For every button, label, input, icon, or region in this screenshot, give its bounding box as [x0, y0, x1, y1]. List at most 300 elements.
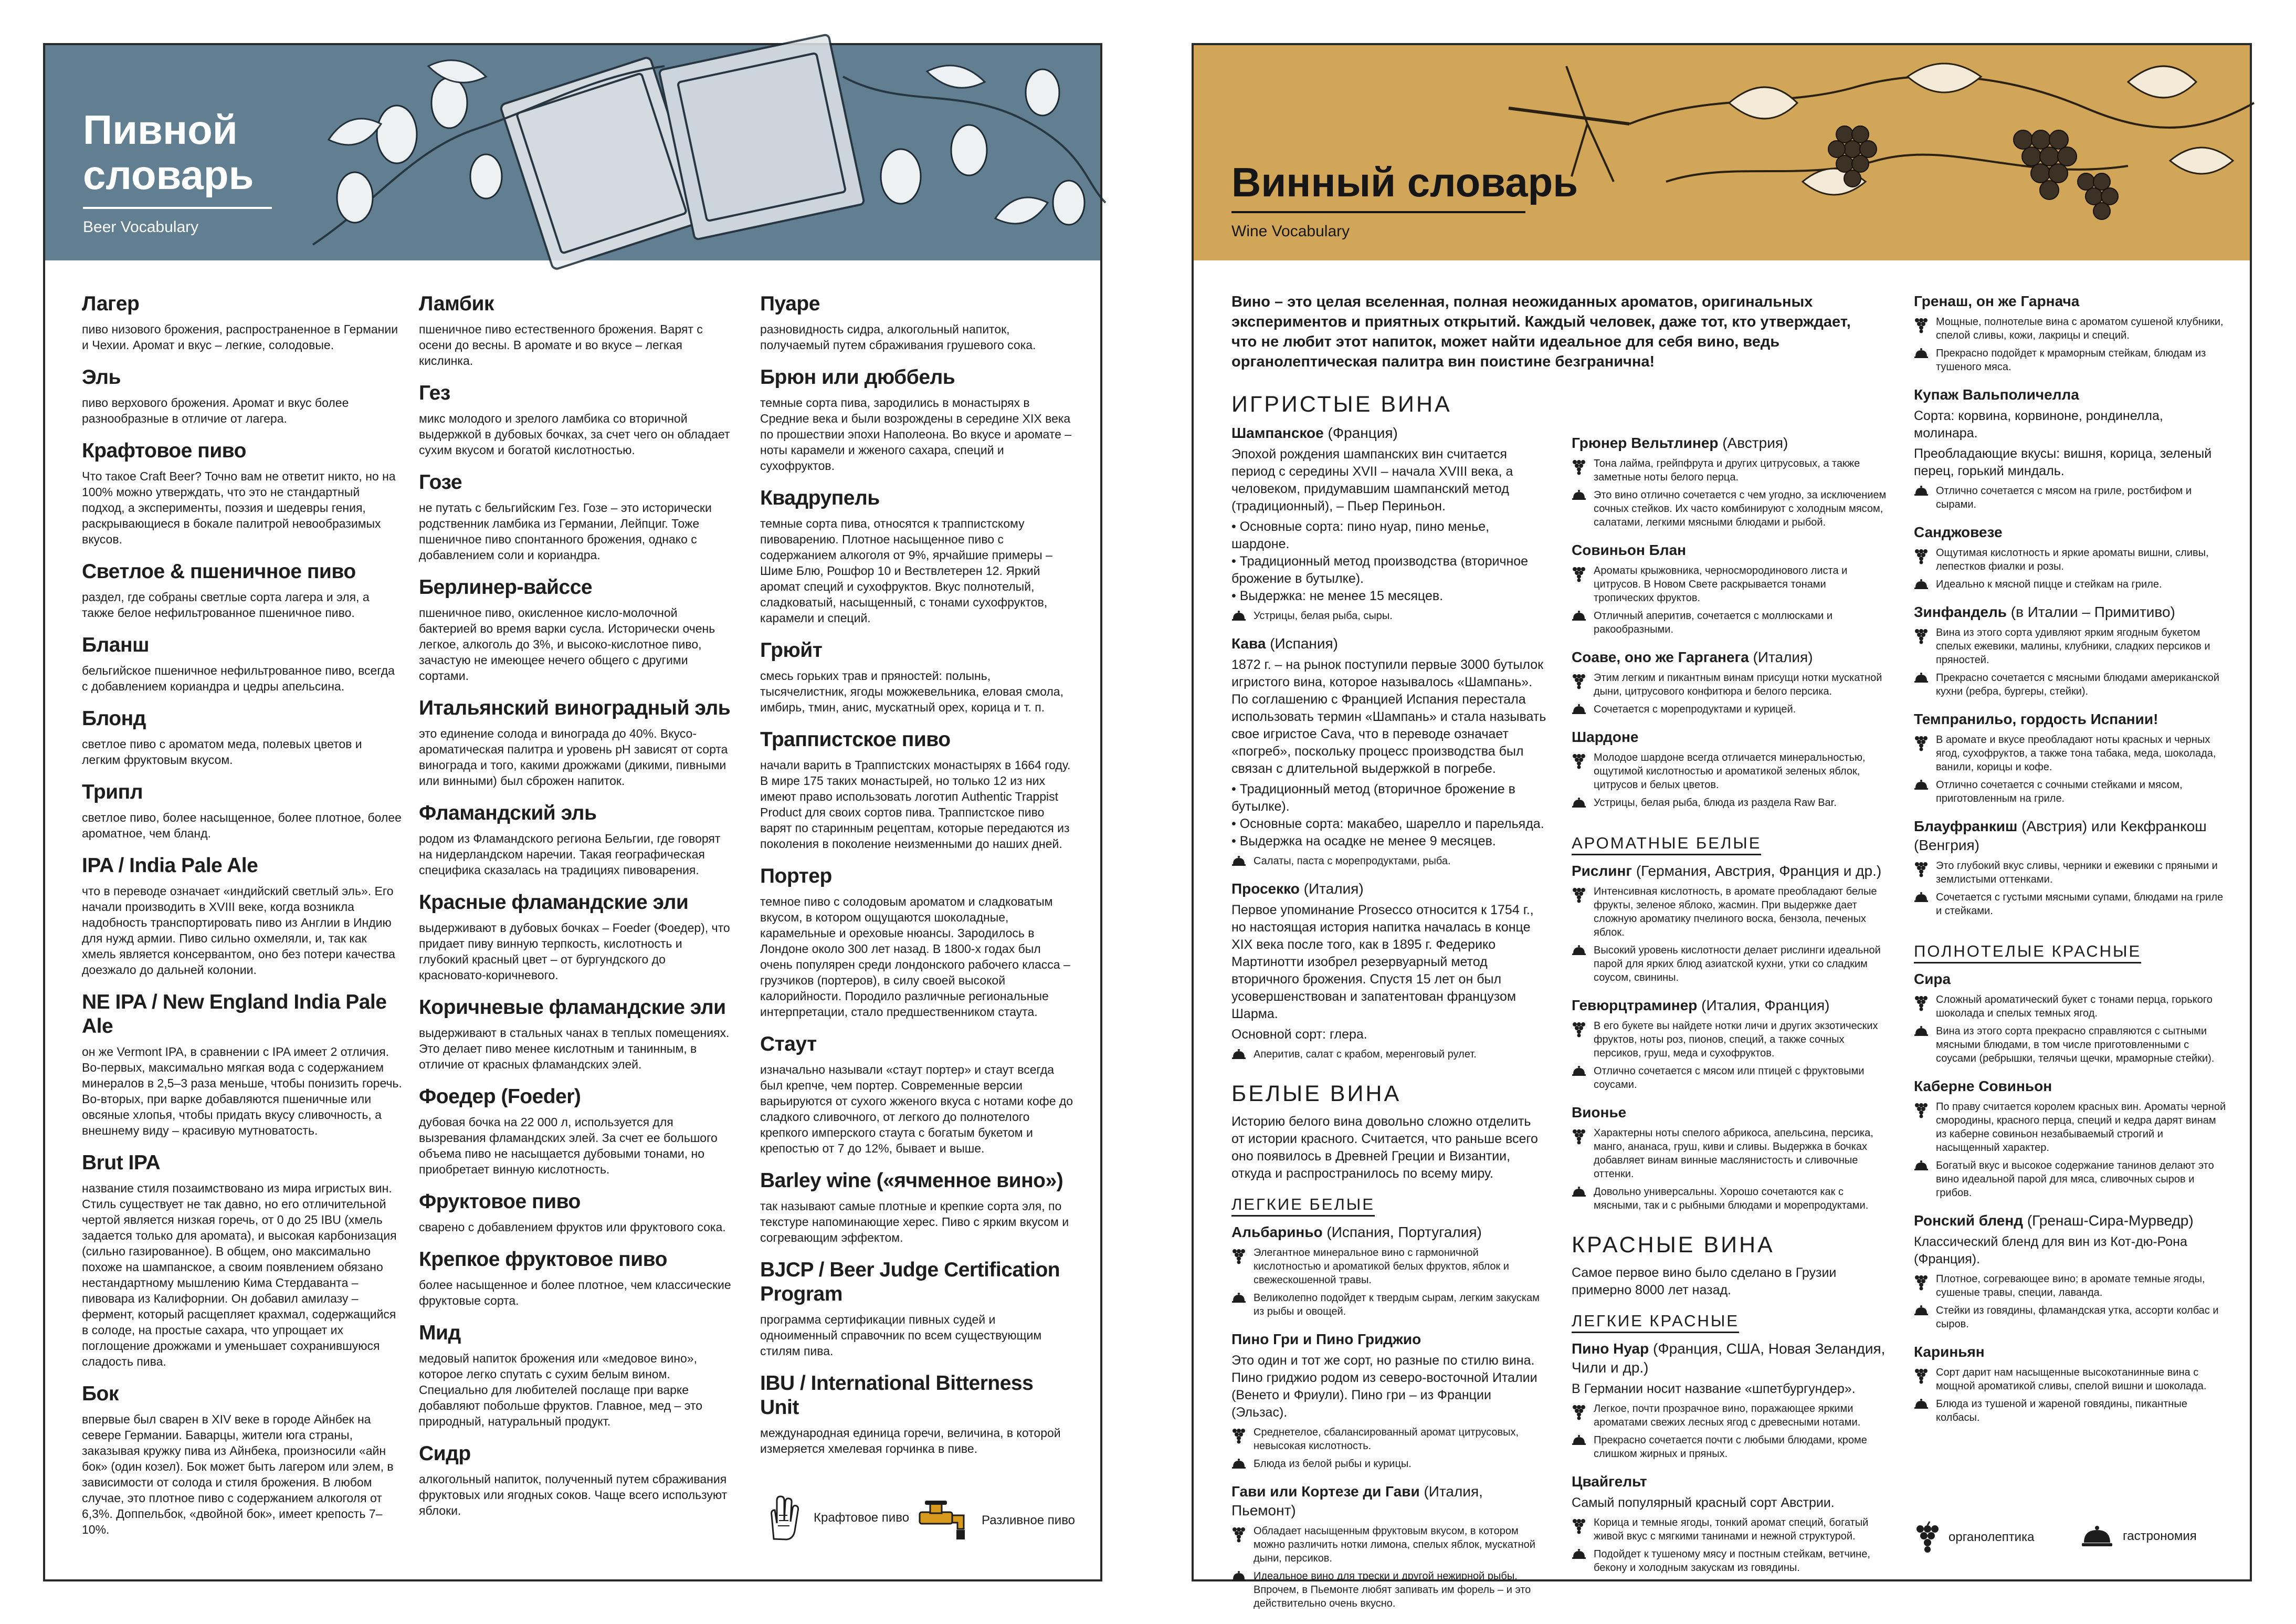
- beer-term: Портер: [760, 865, 832, 887]
- beer-term-entry: [82, 707, 402, 768]
- white-intro: Историю белого вина довольно сложно отделить от истории красного. Считается, что раньше всего оно появилось в Древней Греции и Византии, откуда и распространилось по всему миру.: [1231, 1114, 1538, 1181]
- gastronomy-note: [1914, 1159, 2229, 1200]
- beer-title: [83, 107, 282, 197]
- gastronomy-note: [1914, 484, 2229, 511]
- wine-facts: [1231, 781, 1546, 850]
- beer-term-entry: [419, 996, 734, 1072]
- cloche-icon: [1572, 489, 1586, 501]
- beer-term-entry: [419, 292, 734, 369]
- beer-definition: бельгийское пшеничное нефильтрованное пиво, всегда с добавлением кориандра и цедры апельсина.: [82, 664, 395, 693]
- pairing-text: Великолепно подойдет к твердым сырам, легким закускам из рыбы и овощей.: [1254, 1292, 1540, 1317]
- cloche-icon: [1231, 1570, 1246, 1582]
- wine-variety: Кава: [1231, 635, 1266, 652]
- wine-fact: • Основные сорта: пино нуар, пино менье, шардоне.: [1231, 518, 1546, 553]
- organoleptic-note: [1914, 546, 2229, 573]
- wine-entry: [1572, 434, 1887, 529]
- pairing-text: Салаты, паста с морепродуктами, рыба.: [1254, 855, 1451, 867]
- organoleptic-note: [1914, 1100, 2229, 1155]
- organoleptic-note: [1572, 1019, 1887, 1060]
- subsection-full-red: ПОЛНОТЕЛЫЕ КРАСНЫЕ: [1914, 942, 2141, 963]
- beer-term: Красные фламандские эли: [419, 891, 689, 914]
- wine-description-2: Преобладающие вкусы: вишня, корица, зеленый перец, горький миндаль.: [1914, 446, 2212, 478]
- beer-term: Сидр: [419, 1442, 471, 1465]
- gastronomy-note: [1914, 778, 2229, 805]
- grape-icon: [1914, 627, 1929, 645]
- beer-term-entry: [419, 1321, 734, 1429]
- wine-subtitle: Wine Vocabulary: [1231, 223, 1350, 240]
- beer-term: Стаут: [760, 1033, 817, 1055]
- wine-variety: Гави или Кортезе ди Гави: [1231, 1483, 1420, 1500]
- grape-icon: [1572, 1020, 1586, 1038]
- beer-term: Крепкое фруктовое пиво: [419, 1248, 667, 1271]
- beer-definition: темные сорта пива, относятся к траппистскому пивоварению. Плотное насыщенное пиво с содержанием алкоголя от 9%, ярчайшие примеры – Шиме Блю, Рошфор 10 и Вествлетерен 12. Яркий аромат специй и сухофруктов. Вкус полнотелый, сладковатый, насыщенный, с тонами сухофруктов, карамели и специй.: [760, 517, 1052, 625]
- beer-subtitle: Beer Vocabulary: [83, 218, 199, 236]
- grape-icon: [1572, 458, 1586, 476]
- wine-name: [1572, 541, 1887, 560]
- grape-icon: [1914, 860, 1929, 878]
- organoleptic-note: [1572, 885, 1887, 939]
- gastronomy-note: [1914, 1304, 2229, 1331]
- taste-text: Это глубокий вкус сливы, черники и ежевики с пряными и землистыми оттенками.: [1936, 860, 2218, 885]
- beer-term: Brut IPA: [82, 1151, 161, 1174]
- beer-banner: [45, 45, 1100, 260]
- wine-entry: [1572, 541, 1887, 636]
- wine-name: [1231, 1330, 1546, 1349]
- organoleptic-note: [1231, 1524, 1546, 1565]
- pairing-text: Подойдет к тушеному мясу и постным стейкам, ветчине, бекону и холодным закускам из говядины.: [1594, 1548, 1870, 1574]
- wine-legend-organoleptic: [1914, 1521, 2034, 1554]
- wine-variety: Пино Нуар: [1572, 1340, 1649, 1357]
- wine-variety: Сира: [1914, 971, 1951, 987]
- gastronomy-note: [1572, 609, 1887, 636]
- beer-term: Траппистское пиво: [760, 728, 951, 751]
- section-heading-white: БЕЛЫЕ ВИНА: [1231, 1081, 1402, 1106]
- grape-icon: [1572, 672, 1586, 690]
- taste-text: Характерны ноты спелого абрикоса, апельсина, персика, манго, ананаса, груш, киви и сливы. Выдержка в бочках добавляет винам винные маслянистость и сливочные оттенки.: [1594, 1127, 1873, 1180]
- organoleptic-note: [1914, 733, 2229, 774]
- beer-term-entry: [760, 365, 1075, 474]
- grape-icon: [1572, 752, 1586, 770]
- wine-name: [1914, 603, 2229, 622]
- wine-name: [1231, 1482, 1546, 1520]
- wine-description: Первое упоминание Prosecco относится к 1754 г., но настоящая история напитка началась в конце XIX века после того, как в 1895 г. Федерико Мартинотти изобрел резервуарный метод вторичного брожения. Спустя 15 лет он был усовершенствован и запатентован французом Шарма.: [1231, 903, 1534, 1021]
- wine-origin: (в Италии – Примитиво): [2010, 604, 2175, 620]
- wine-name: [1231, 1223, 1546, 1242]
- wine-facts: [1231, 518, 1546, 605]
- beer-term: Светлое & пшеничное пиво: [82, 560, 356, 583]
- grape-icon: [1914, 994, 1929, 1012]
- gastronomy-note: [1572, 944, 1887, 984]
- cloche-icon: [1914, 579, 1929, 590]
- beer-definition: пшеничное пиво, окисленное кисло-молочной бактерией во время варки сусла. Исторически очень легкое, алкоголь до 3%, и высоко-кислотное пиво, зачастую не имеющее нечего общего с другими сортами.: [419, 606, 715, 683]
- beer-term: Ламбик: [419, 292, 494, 315]
- wine-variety: Совиньон Блан: [1572, 542, 1687, 558]
- wine-name: [1914, 710, 2229, 729]
- pairing-text: Устрицы, белая рыба, блюда из раздела Raw Bar.: [1594, 797, 1837, 809]
- cloche-icon: [1914, 892, 1929, 903]
- cloche-icon: [1572, 1548, 1586, 1560]
- beer-definition: так называют самые плотные и крепкие сорта эля, по текстуре напоминающие херес. Пиво с ярким вкусом и согревающим эффектом.: [760, 1199, 1069, 1244]
- beer-term: Крафтовое пиво: [82, 439, 246, 462]
- wine-entry: [1914, 970, 2229, 1065]
- wine-description: В Германии носит название «шпетбургундер».: [1572, 1381, 1856, 1396]
- cloche-icon: [1572, 1434, 1586, 1446]
- wine-description: 1872 г. – на рынок поступили первые 3000 бутылок игристого вина, которое называлось «Шампань». По соглашению с Францией Испания перестала использовать термин «Шампань» и стала называть свое игристое Cava, что в переводе означает «погреб», поскольку процесс производства был связан с длительной выдержкой в погребе.: [1231, 657, 1546, 776]
- wine-title: Винный словарь: [1231, 159, 1578, 205]
- cloche-icon: [1572, 797, 1586, 809]
- wine-name: [1914, 1211, 2229, 1230]
- cloche-icon: [1231, 1458, 1246, 1470]
- beer-term-entry: [82, 560, 402, 621]
- wine-origin: (Гренаш-Сира-Мурведр): [2027, 1212, 2194, 1229]
- pairing-text: Прекрасно сочетается почти с любыми блюдами, кроме слишком жирных и пряных.: [1594, 1434, 1867, 1460]
- section-heading-sparkling: ИГРИСТЫЕ ВИНА: [1231, 392, 1452, 417]
- pairing-text: Устрицы, белая рыба, сыры.: [1254, 610, 1393, 622]
- beer-definition: выдерживают в дубовых бочках – Foeder (Фоедер), что придает пиву винную терпкость, кислотность и глубокий красный цвет – от бургундского до красновато-коричневого.: [419, 921, 730, 982]
- beer-legend-draft: [917, 1500, 1075, 1542]
- wine-name: [1914, 970, 2229, 989]
- gastronomy-note: [1572, 1433, 1887, 1461]
- taste-text: Плотное, согревающее вино; в аромате темные ягоды, сушеные травы, специи, лаванда.: [1936, 1273, 2205, 1298]
- wine-entry: [1572, 1103, 1887, 1212]
- craft-hand-icon: [764, 1494, 801, 1542]
- beer-term-entry: [419, 801, 734, 878]
- beer-term-entry: [419, 575, 734, 684]
- grape-icon: [1914, 316, 1929, 334]
- wine-origin: (Германия, Австрия, Франция и др.): [1636, 863, 1882, 879]
- wine-variety: Зинфандель: [1914, 604, 2007, 620]
- pairing-text: Блюда из тушеной и жареной говядины, пикантные колбасы.: [1936, 1398, 2187, 1423]
- beer-term-entry: [419, 470, 734, 563]
- beer-definition: разновидность сидра, алкогольный напиток, получаемый путем сбраживания грушевого сока.: [760, 322, 1036, 352]
- beer-title-line2: словарь: [83, 152, 254, 198]
- wine-description: Сорта: корвина, корвиноне, рондинелла, молинара.: [1914, 408, 2163, 441]
- beer-term: Бок: [82, 1382, 119, 1405]
- pairing-text: Довольно универсальны. Хорошо сочетаются как с мясными, так и с рыбными блюдами и морепродуктами.: [1594, 1186, 1869, 1211]
- taste-text: Тона лайма, грейпфрута и других цитрусовых, а также заметные ноты белого перца.: [1594, 458, 1860, 483]
- beer-term: Коричневые фламандские эли: [419, 996, 726, 1019]
- wine-variety: Соаве, оно же Гарганега: [1572, 649, 1749, 665]
- pairing-text: Отлично сочетается с сочными стейками и мясом, приготовленным на гриле.: [1936, 779, 2183, 804]
- gastronomy-note: [1914, 890, 2229, 918]
- beer-column-1: [82, 292, 402, 1550]
- beer-term: Блонд: [82, 707, 146, 730]
- cloche-icon: [1914, 779, 1929, 791]
- beer-term-entry: [82, 780, 402, 841]
- cloche-icon: [1572, 704, 1586, 715]
- cloche-icon: [1572, 945, 1586, 956]
- pairing-text: Аперитив, салат с крабом, меренговый рулет.: [1254, 1049, 1477, 1060]
- organoleptic-note: [1914, 1366, 2229, 1393]
- cloche-icon: [1914, 672, 1929, 684]
- taste-text: Обладает насыщенным фруктовым вкусом, в котором можно различить нотки лимона, спелых яблок, мускатной дыни, персиков.: [1254, 1525, 1535, 1564]
- beer-definition: светлое пиво с ароматом меда, полевых цветов и легким фруктовым вкусом.: [82, 737, 362, 767]
- beer-definition: смесь горьких трав и пряностей: полынь, тысячелистник, ягоды можжевельника, еловая смола, имбирь, тмин, анис, мускатный орех, корица и т. п.: [760, 669, 1063, 714]
- cloche-icon: [1231, 610, 1246, 622]
- wine-intro: Вино – это целая вселенная, полная неожиданных ароматов, оригинальных экспериментов и приятных открытий. Каждый человек, даже тот, кто утверждает, что не любит этот напиток, может найти идеальное для себя вино, ведь органолептическая палитра вин поистине безгранична!: [1231, 294, 1851, 370]
- grape-icon: [1914, 547, 1929, 565]
- wine-variety: Вионье: [1572, 1104, 1627, 1120]
- gastronomy-note: [1231, 1291, 1546, 1318]
- wine-entry: [1914, 817, 2229, 918]
- wine-name: [1572, 728, 1887, 747]
- beer-term-entry: [419, 381, 734, 458]
- legend-craft-label: Крафтовое пиво: [814, 1511, 910, 1525]
- gastronomy-note: [1231, 1569, 1546, 1610]
- beer-term: Берлинер-вайссе: [419, 576, 593, 599]
- hops-and-book-illustration: [297, 45, 1105, 260]
- wine-variety: Шампанское: [1231, 425, 1324, 441]
- grape-icon: [1572, 1517, 1586, 1535]
- beer-term-entry: [760, 1032, 1075, 1156]
- wine-variety: Грюнер Вельтлинер: [1572, 435, 1719, 451]
- cloche-icon: [1914, 348, 1929, 359]
- wine-variety: Альбариньо: [1231, 1224, 1323, 1240]
- pairing-text: Высокий уровень кислотности делает рислинги идеальной парой для ярких блюд азиатской кухни, утки со сладким соусом, свинины.: [1594, 945, 1881, 983]
- beer-term: Эль: [82, 366, 121, 389]
- wine-entry: [1572, 996, 1887, 1092]
- pairing-text: Богатый вкус и высокое содержание танинов делают это вино идеальной парой для мяса, сливочных сыров и грибов.: [1936, 1160, 2214, 1199]
- wine-description: Эпохой рождения шампанских вин считается период с середины XVII – начала XVIII века, а человеком, придумавшим шампанский метод (традиционный), – Пьер Периньон.: [1231, 447, 1513, 514]
- beer-term-entry: [419, 1442, 734, 1518]
- organoleptic-note: [1572, 751, 1887, 792]
- taste-text: Корица и темные ягоды, тонкий аромат специй, богатый живой вкус с мягкими танинами и нежной структурой.: [1594, 1517, 1869, 1542]
- beer-term-entry: [419, 1190, 734, 1235]
- taste-text: Легкое, почти прозрачное вино, поражающее яркими ароматами свежих лесных ягод с древесными нотами.: [1594, 1403, 1861, 1428]
- beer-term: Итальянский виноградный эль: [419, 697, 731, 719]
- pairing-text: Стейки из говядины, фламандская утка, ассорти колбас и сыров.: [1936, 1305, 2219, 1330]
- gastronomy-note: [1572, 1185, 1887, 1212]
- beer-term-entry: [760, 1258, 1075, 1359]
- beer-term: Гозе: [419, 471, 462, 494]
- beer-title-line1: Пивной: [83, 107, 238, 153]
- taste-text: По праву считается королем красных вин. Ароматы черной смородины, красного перца, специй и кедра дарят винам из каберне совиньон незабываемый строгий и насыщенный характер.: [1936, 1101, 2226, 1154]
- wine-variety: Гевюрцтраминер: [1572, 997, 1698, 1013]
- beer-definition: название стиля позаимствовано из мира игристых вин. Стиль существует не так давно, но его отличительной чертой является низкая горечь, от 0 до 25 IBU (хмель задается только для аромата), и высокая карбонизация (сильно газированное). В общем, оно максимально похоже на шампанское, а своим появлением обязано нестандартному мышлению Кима Стердаванта – пивовара из Калифорнии. Он добавил амилазу – фермент, который расщепляет крахмал, содержащийся в солоде, на простые сахара, что упрощает их поглощение дрожжами и уменьшает сохранившуюся сладость пива.: [82, 1181, 397, 1368]
- taste-text: В его букете вы найдете нотки личи и других экзотических фруктов, ноты роз, пионов, специй, а также сочных персиков, груш, меда и сухофруктов.: [1594, 1020, 1878, 1059]
- wine-description: Это один и тот же сорт, но разные по стилю вина. Пино гриджио родом из северо-восточной Италии (Венето и Фриули). Пино гри – из Франции (Эльзас).: [1231, 1353, 1537, 1420]
- beer-term-entry: [82, 439, 402, 547]
- taste-text: Этим легким и пикантным винам присущи нотки мускатной дыни, цитрусового конфитюра и белого персика.: [1594, 672, 1882, 697]
- organoleptic-note: [1914, 315, 2229, 342]
- taste-text: Сорт дарит нам насыщенные высокотанинные вина с мощной ароматикой сливы, спелой вишни и шоколада.: [1936, 1367, 2207, 1392]
- wine-name: [1572, 996, 1887, 1015]
- wine-name: [1231, 424, 1546, 443]
- organoleptic-note: [1572, 1516, 1887, 1543]
- beer-definition: темное пиво с солодовым ароматом и сладковатым вкусом, в котором ощущаются шоколадные, карамельные и ореховые нюансы. Зародилось в Лондоне около 300 лет назад. В 1800-х годах был очень популярен среди лондонского рабочего класса – грузчиков (портеров), в силу своей высокой калорийности. Породило различные региональные интерпретации, стало предшественником стаута.: [760, 895, 1070, 1019]
- pairing-text: Прекрасно подойдет к мраморным стейкам, блюдам из тушеного мяса.: [1936, 348, 2206, 373]
- beer-title-rule: [83, 207, 272, 209]
- wine-variety: Шардоне: [1572, 729, 1639, 745]
- beer-term: Квадрупель: [760, 487, 880, 509]
- taste-text: Сложный ароматический букет с тонами перца, горького шоколада и спелых темных ягод.: [1936, 994, 2213, 1019]
- wine-variety: Пино Гри и Пино Гриджио: [1231, 1331, 1421, 1347]
- beer-vocabulary-page: [43, 43, 1102, 1581]
- wine-name: [1572, 1472, 1887, 1491]
- cloche-icon: [1572, 610, 1586, 622]
- organoleptic-note: [1914, 626, 2229, 667]
- wine-name: [1914, 1343, 2229, 1361]
- wine-name: [1572, 434, 1887, 453]
- beer-term: Фламандский эль: [419, 802, 597, 824]
- beer-definition: что в переводе означает «индийский светлый эль». Его начали производить в XVIII веке, когда возникла надобность транспортировать пиво из Англии в Индию для нужд армии. Пиво сильно охмеляли, и, так как хмель является консервантом, оно без потери качества доезжало до дальней колонии.: [82, 884, 395, 977]
- beer-definition: начали варить в Траппистских монастырях в 1664 году. В мире 175 таких монастырей, но только 12 из них имеют право использовать логотип Authentic Trappist Product для своих сортов пива. Траппистское пиво варят по старинным рецептам, которые передаются из поколения в поколение неизменными до наших дней.: [760, 758, 1071, 851]
- subsection-light-white: ЛЕГКИЕ БЕЛЫЕ: [1231, 1195, 1375, 1217]
- taste-text: Мощные, полнотелые вина с ароматом сушеной клубники, спелой сливы, кожи, лакрицы и специй.: [1936, 316, 2224, 341]
- organoleptic-note: [1914, 859, 2229, 886]
- cloche-icon: [1914, 1025, 1929, 1037]
- beer-term-entry: [760, 728, 1075, 852]
- grape-icon: [1572, 1127, 1586, 1145]
- beer-legend-craft: [764, 1494, 909, 1542]
- beer-definition: раздел, где собраны светлые сорта лагера и эля, а также белое нефильтрованное пшеничное пиво.: [82, 590, 370, 620]
- beer-definition: более насыщенное и более плотное, чем классические фруктовые сорта.: [419, 1278, 731, 1307]
- gastronomy-note: [1914, 578, 2229, 591]
- beer-term: Фоедер (Foeder): [419, 1085, 581, 1108]
- wine-fact: • Выдержка: не менее 15 месяцев.: [1231, 588, 1546, 605]
- wine-origin: (Испания): [1270, 635, 1338, 652]
- wine-variety: Кариньян: [1914, 1344, 1985, 1360]
- organoleptic-note: [1572, 564, 1887, 605]
- beer-term-entry: [419, 1085, 734, 1177]
- gastronomy-note: [1231, 1047, 1546, 1061]
- beer-term-entry: [419, 890, 734, 983]
- wine-variety: Блауфранкиш: [1914, 818, 2018, 834]
- beer-term: Фруктовое пиво: [419, 1190, 581, 1213]
- wine-entry: [1231, 424, 1546, 623]
- beer-term-entry: [760, 486, 1075, 626]
- wine-fact: • Традиционный метод (вторичное брожение в бутылке).: [1231, 781, 1546, 815]
- taste-text: Молодое шардоне всегда отличается минеральностью, ощутимой кислотностью и ароматикой зеленых яблок, цитрусов и белых цветов.: [1594, 752, 1866, 791]
- cloche-icon: [1572, 1065, 1586, 1077]
- wine-name: [1572, 1339, 1887, 1377]
- organoleptic-note: [1231, 1426, 1546, 1453]
- grape-icon: [1572, 886, 1586, 904]
- wine-variety: Купаж Вальполичелла: [1914, 386, 2079, 403]
- grape-icon: [1914, 734, 1929, 752]
- wine-vocabulary-page: [1192, 43, 2252, 1609]
- organoleptic-note: [1572, 671, 1887, 698]
- wine-name: [1231, 879, 1546, 898]
- beer-term-entry: [760, 864, 1075, 1020]
- wine-origin: (Франция): [1328, 425, 1398, 441]
- taste-text: Интенсивная кислотность, в аромате преобладают белые фрукты, зеленое яблоко, жасмин. При выдержке дает сложную ароматику пчелиного воска, бензола, печеных яблок.: [1594, 886, 1877, 938]
- draft-tap-icon: [917, 1500, 969, 1542]
- wine-name: [1572, 1103, 1887, 1122]
- wine-origin: (Италия): [1303, 881, 1364, 897]
- wine-name: [1231, 634, 1546, 653]
- pairing-text: Отличный аперитив, сочетается с моллюсками и ракообразными.: [1594, 610, 1833, 635]
- organoleptic-note: [1914, 993, 2229, 1020]
- wine-entry: [1231, 1482, 1546, 1610]
- cloche-icon: [2081, 1525, 2113, 1548]
- taste-text: Элегантное минеральное вино с гармоничной кислотностью и ароматикой белых фруктов, яблок и свежескошенной травы.: [1254, 1247, 1509, 1286]
- wine-entry: [1914, 1077, 2229, 1200]
- beer-definition: пиво верхового брожения. Аромат и вкус более разнообразные в отличие от лагера.: [82, 396, 349, 425]
- organoleptic-note: [1572, 457, 1887, 484]
- beer-term: Barley wine («ячменное вино»): [760, 1169, 1063, 1192]
- wine-column-2: [1572, 434, 1887, 1586]
- cloche-icon: [1572, 1186, 1586, 1198]
- wine-banner: [1194, 45, 2250, 260]
- beer-term: Пуаре: [760, 292, 820, 315]
- wine-entry: [1914, 710, 2229, 805]
- pairing-text: Прекрасно сочетается с мясными блюдами американской кухни (ребра, бургеры, стейки).: [1936, 672, 2219, 697]
- beer-definition: сварено с добавлением фруктов или фруктового сока.: [419, 1220, 726, 1234]
- beer-term-entry: [760, 638, 1075, 715]
- wine-variety: Санджовезе: [1914, 524, 2003, 540]
- gastronomy-note: [1231, 1457, 1546, 1471]
- beer-definition: Что такое Craft Beer? Точно вам не ответит никто, но на 100% можно утверждать, что это не стандартный подход, а эксперименты, поэзия и шедевры гения, раскрывающиеся в бокале палитрой невообразимых вкусов.: [82, 469, 396, 546]
- gastronomy-note: [1572, 488, 1887, 529]
- legend-gastronomy-label: гастрономия: [2123, 1529, 2197, 1543]
- wine-variety: Цвайгельт: [1572, 1473, 1647, 1490]
- pairing-text: Отлично сочетается с мясом или птицей с фруктовыми соусами.: [1594, 1065, 1865, 1091]
- cloche-icon: [1231, 1049, 1246, 1060]
- wine-legend-gastronomy: [2081, 1525, 2197, 1548]
- beer-term: Трипл: [82, 781, 143, 803]
- wine-entry: [1572, 862, 1887, 984]
- gastronomy-note: [1572, 703, 1887, 716]
- pairing-text: Это вино отлично сочетается с чем угодно, за исключением сочных стейков. Их часто комбинируют с холодным мясом, салатами, легкими мясными блюдами и рыбой.: [1594, 489, 1887, 528]
- beer-definition: алкогольный напиток, полученный путем сбраживания фруктовых или ягодных соков. Чаще всего используют яблоки.: [419, 1472, 728, 1517]
- pairing-text: Отлично сочетается с мясом на гриле, ростбифом и сырами.: [1936, 485, 2192, 510]
- beer-term: Брюн или дюббель: [760, 366, 955, 389]
- beer-term: IPA / India Pale Ale: [82, 854, 258, 877]
- wine-entry: [1572, 728, 1887, 810]
- wine-entry: [1572, 648, 1887, 716]
- beer-term-entry: [82, 633, 402, 694]
- gastronomy-note: [1572, 1547, 1887, 1575]
- wine-fact: • Традиционный метод производства (вторичное брожение в бутылке).: [1231, 553, 1546, 588]
- beer-term-entry: [760, 1169, 1075, 1245]
- beer-definition: это единение солода и винограда до 40%. Вкусо-ароматическая палитра и уровень pH зависят от сорта винограда и того, какими дрожжами (дикими, пивными или винными) был сброжен напиток.: [419, 727, 728, 788]
- pairing-text: Сочетается с морепродуктами и курицей.: [1594, 704, 1796, 715]
- beer-term-entry: [82, 292, 402, 353]
- wine-name: [1914, 523, 2229, 542]
- organoleptic-note: [1914, 1272, 2229, 1300]
- wine-name: [1914, 817, 2229, 855]
- wine-description: Классический бленд для вин из Кот-дю-Рона (Франция).: [1914, 1234, 2187, 1266]
- taste-text: Вина из этого сорта удивляют ярким ягодным букетом спелых ежевики, малины, клубники, сладких персиков и пряностей.: [1936, 627, 2210, 666]
- legend-organoleptic-label: органолептика: [1949, 1530, 2035, 1544]
- subsection-aromatic-white: АРОМАТНЫЕ БЕЛЫЕ: [1572, 834, 1761, 855]
- beer-term: NE IPA / New England India Pale Ale: [82, 991, 387, 1038]
- organoleptic-note: [1231, 1246, 1546, 1287]
- beer-definition: он же Vermont IPA, в сравнении с IPA имеет 2 отличия. Во-первых, максимально мягкая вода с содержанием минералов в 2,5–3 раза меньше, чтобы понизить горечь. Во-вторых, при варке добавляются пшеничные или овсяные хлопья, чтобы придать вкусу сливочность, а внешнему виду – красивую мутноватость.: [82, 1045, 402, 1137]
- grape-icon: [1231, 1427, 1246, 1444]
- beer-term-entry: [82, 365, 402, 426]
- wine-variety: Ронский бленд: [1914, 1212, 2024, 1229]
- wine-entry: [1914, 523, 2229, 591]
- section-heading-red: КРАСНЫЕ ВИНА: [1572, 1232, 1775, 1258]
- wine-origin: (Италия, Пьемонт): [1231, 1483, 1483, 1518]
- beer-term: Бланш: [82, 634, 150, 656]
- grape-icon: [1572, 565, 1586, 583]
- beer-definition: программа сертификации пивных судей и одноименный справочник по всем существующим стилям пива.: [760, 1313, 1042, 1358]
- wine-name: [1914, 385, 2229, 404]
- beer-term-entry: [760, 1371, 1075, 1457]
- wine-fact: • Основные сорта: макабео, шарелло и парельяда.: [1231, 815, 1546, 833]
- wine-entry: [1572, 1472, 1887, 1575]
- wine-name: [1914, 1077, 2229, 1096]
- cloche-icon: [1231, 1292, 1246, 1304]
- beer-term-entry: [760, 292, 1075, 353]
- beer-term: Мид: [419, 1322, 461, 1344]
- wine-entry: [1231, 634, 1546, 868]
- beer-definition: темные сорта пива, зародились в монастырях в Средние века и были возрождены в середине XIX века по прошествии эпохи Наполеона. Во вкусе и аромате – ноты карамели и жженого сахара, специй и сухофруктов.: [760, 396, 1072, 473]
- beer-definition: медовый напиток брожения или «медовое вино», которое легко спутать с сухим белым вином. Специально для любителей послаще при варке добавляют побольше фруктов. Главное, мед – это природный, натуральный продукт.: [419, 1351, 703, 1428]
